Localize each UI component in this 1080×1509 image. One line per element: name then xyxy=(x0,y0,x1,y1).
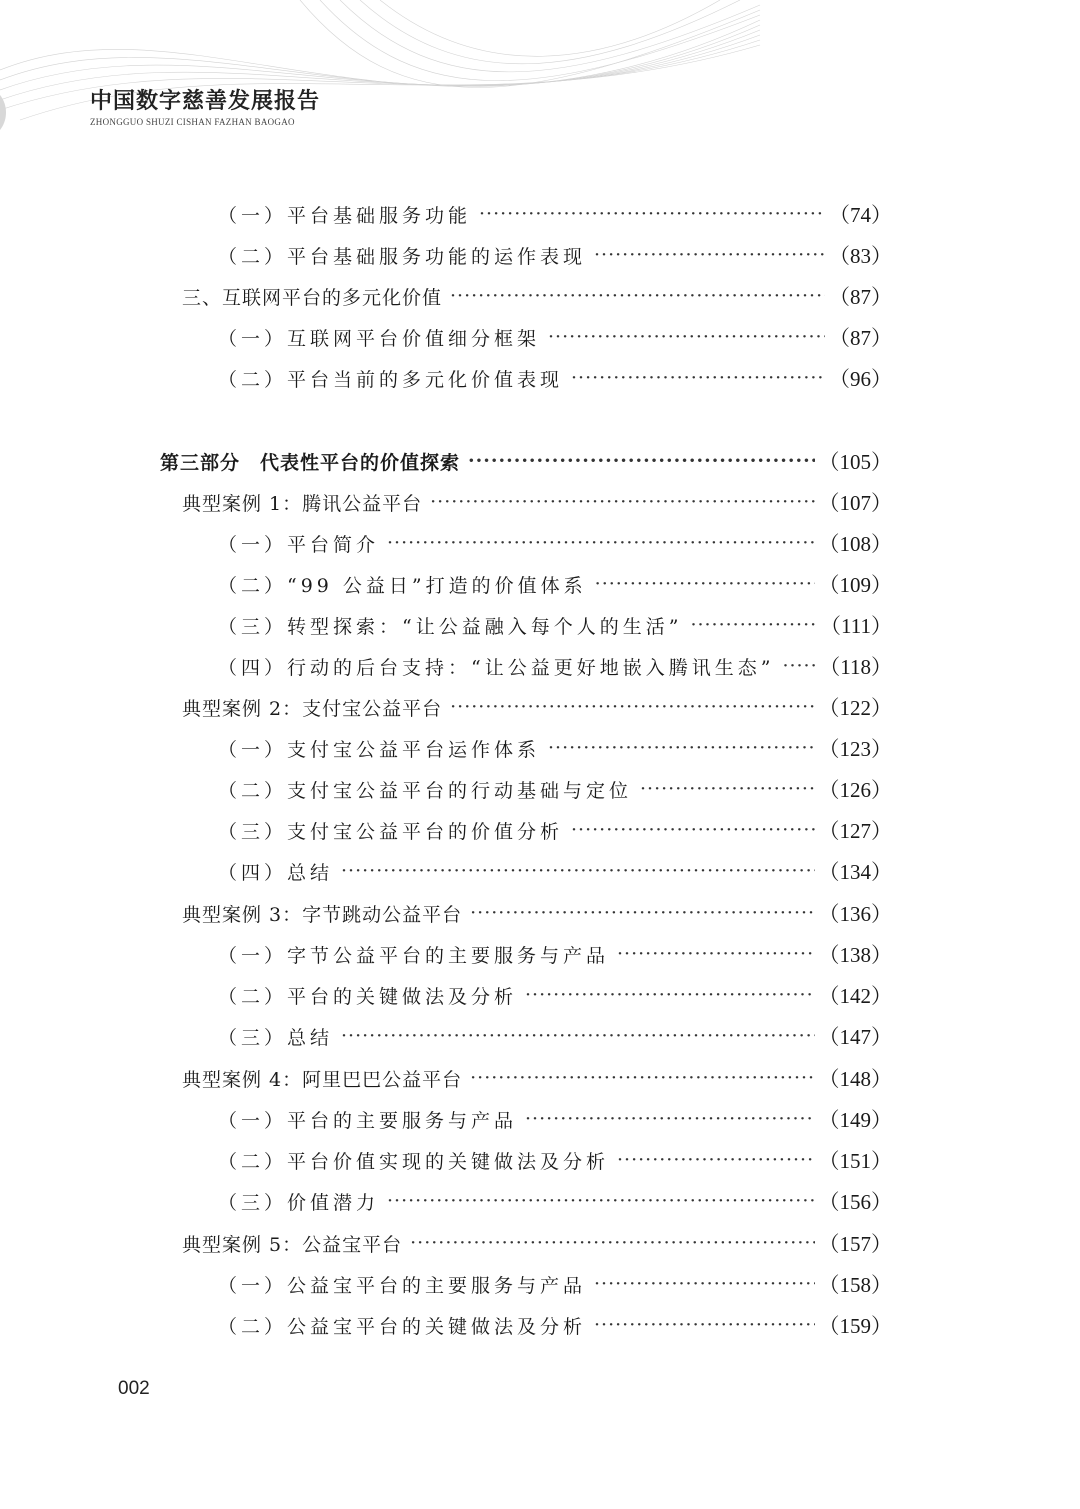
toc-subsection-entry xyxy=(218,939,892,969)
toc-entry-page: （83） xyxy=(829,244,892,268)
toc-entry-page: （105） xyxy=(818,450,892,474)
running-header xyxy=(90,84,320,127)
page-number: 002 xyxy=(118,1378,150,1399)
toc-dot-leader xyxy=(430,487,814,517)
toc-entry-label: （一）平台简介 xyxy=(218,533,380,556)
toc-subsection-entry xyxy=(218,363,892,393)
toc-dot-leader xyxy=(595,569,815,599)
toc-section-entry xyxy=(182,281,892,311)
toc-entry-label: （三）转型探索：“让公益融入每个人的生活” xyxy=(218,615,683,638)
book-title-pinyin: ZHONGGUO SHUZI CISHAN FAZHAN BAOGAO xyxy=(90,117,295,127)
toc-dot-leader xyxy=(548,322,825,352)
toc-dot-leader xyxy=(525,980,814,1010)
toc-entry-page: （74） xyxy=(829,203,892,227)
toc-subsection-entry xyxy=(218,322,892,352)
toc-entry-page: （158） xyxy=(818,1273,892,1297)
toc-section-entry xyxy=(182,1228,892,1258)
toc-entry-label: （二）支付宝公益平台的行动基础与定位 xyxy=(218,779,633,802)
toc-entry-label: 典型案例 1：腾讯公益平台 xyxy=(182,492,423,515)
toc-subsection-entry xyxy=(218,528,892,558)
toc-subsection-entry xyxy=(218,651,892,681)
toc-entry-label: 典型案例 2：支付宝公益平台 xyxy=(182,697,443,720)
toc-entry-label: （一）互联网平台价值细分框架 xyxy=(218,327,541,350)
toc-entry-label: （一）字节公益平台的主要服务与产品 xyxy=(218,944,610,967)
toc-dot-leader xyxy=(341,1021,814,1051)
toc-dot-leader xyxy=(617,939,814,969)
toc-dot-leader xyxy=(450,692,814,722)
toc-subsection-entry xyxy=(218,1145,892,1175)
toc-subsection-entry xyxy=(218,733,892,763)
toc-entry-label: 典型案例 5：公益宝平台 xyxy=(182,1233,403,1256)
toc-entry-label: （二）平台价值实现的关键做法及分析 xyxy=(218,1150,610,1173)
toc-entry-page: （156） xyxy=(818,1190,892,1214)
toc-dot-leader xyxy=(387,1186,814,1216)
toc-dot-leader xyxy=(470,1063,814,1093)
toc-entry-label: （二）公益宝平台的关键做法及分析 xyxy=(218,1315,587,1338)
toc-entry-page: （123） xyxy=(818,737,892,761)
toc-subsection-entry xyxy=(218,774,892,804)
toc-entry-page: （109） xyxy=(818,573,892,597)
toc-subsection-entry xyxy=(218,1269,892,1299)
book-title: 中国数字慈善发展报告 xyxy=(90,89,321,114)
toc-entry-page: （136） xyxy=(818,902,892,926)
toc-dot-leader xyxy=(594,1310,814,1340)
toc-entry-page: （134） xyxy=(818,860,892,884)
toc-entry-page: （142） xyxy=(818,984,892,1008)
toc-subsection-entry xyxy=(218,815,892,845)
toc-section-entry xyxy=(182,487,892,517)
toc-entry-label: （二）平台当前的多元化价值表现 xyxy=(218,368,564,391)
toc-entry-page: （157） xyxy=(818,1232,892,1256)
toc-dot-leader xyxy=(341,856,814,886)
toc-dot-leader xyxy=(468,446,814,476)
toc-entry-page: （108） xyxy=(818,532,892,556)
toc-entry-page: （138） xyxy=(818,943,892,967)
toc-entry-page: （87） xyxy=(829,326,892,350)
toc-subsection-entry xyxy=(218,1310,892,1340)
toc-subsection-entry xyxy=(218,199,892,229)
toc-dot-leader xyxy=(525,1104,814,1134)
toc-entry-label: （一）公益宝平台的主要服务与产品 xyxy=(218,1274,587,1297)
toc-entry-page: （118） xyxy=(819,655,892,679)
toc-entry-page: （127） xyxy=(818,819,892,843)
toc-subsection-entry xyxy=(218,1021,892,1051)
toc-entry-page: （107） xyxy=(818,491,892,515)
toc-subsection-entry xyxy=(218,240,892,270)
toc-entry-page: （96） xyxy=(829,367,892,391)
toc-dot-leader xyxy=(594,1269,814,1299)
toc-dot-leader xyxy=(479,199,825,229)
toc-subsection-entry xyxy=(218,856,892,886)
toc-subsection-entry xyxy=(218,569,892,599)
toc-entry-page: （126） xyxy=(818,778,892,802)
toc-entry-page: （151） xyxy=(818,1149,892,1173)
toc-entry-page: （149） xyxy=(818,1108,892,1132)
toc-subsection-entry xyxy=(218,1104,892,1134)
toc-entry-label: （二）“99 公益日”打造的价值体系 xyxy=(218,574,587,597)
toc-dot-leader xyxy=(690,610,816,640)
toc-subsection-entry xyxy=(218,1186,892,1216)
toc-entry-label: （四）总结 xyxy=(218,861,334,884)
toc-subsection-entry xyxy=(218,610,892,640)
toc-dot-leader xyxy=(450,281,825,311)
toc-entry-label: （三）支付宝公益平台的价值分析 xyxy=(218,820,564,843)
toc-dot-leader xyxy=(571,363,825,393)
toc-entry-label: 三、互联网平台的多元化价值 xyxy=(182,286,443,309)
toc-entry-label: 典型案例 4：阿里巴巴公益平台 xyxy=(182,1068,463,1091)
toc-dot-leader xyxy=(782,651,815,681)
toc-entry-label: 第三部分 代表性平台的价值探索 xyxy=(160,451,461,474)
toc-dot-leader xyxy=(387,528,814,558)
toc-entry-page: （147） xyxy=(818,1025,892,1049)
toc-entry-page: （111） xyxy=(820,614,892,638)
toc-entry-label: （二）平台基础服务功能的运作表现 xyxy=(218,245,587,268)
toc-entry-label: （四）行动的后台支持：“让公益更好地嵌入腾讯生态” xyxy=(218,656,775,679)
toc-entry-page: （159） xyxy=(818,1314,892,1338)
toc-dot-leader xyxy=(571,815,814,845)
toc-dot-leader xyxy=(410,1228,814,1258)
toc-entry-label: （一）支付宝公益平台运作体系 xyxy=(218,738,541,761)
toc-entry-label: （一）平台基础服务功能 xyxy=(218,204,472,227)
toc-entry-page: （148） xyxy=(818,1067,892,1091)
toc-dot-leader xyxy=(640,774,814,804)
toc-entry-page: （87） xyxy=(829,285,892,309)
toc-subsection-entry xyxy=(218,980,892,1010)
toc-section-entry xyxy=(182,1063,892,1093)
toc-dot-leader xyxy=(548,733,814,763)
toc-dot-leader xyxy=(617,1145,814,1175)
toc-part-heading xyxy=(160,446,892,476)
toc-entry-label: （二）平台的关键做法及分析 xyxy=(218,985,518,1008)
toc-entry-label: （一）平台的主要服务与产品 xyxy=(218,1109,518,1132)
toc-dot-leader xyxy=(470,898,814,928)
toc-dot-leader xyxy=(594,240,825,270)
toc-section-entry xyxy=(182,692,892,722)
toc-section-entry xyxy=(182,898,892,928)
toc-entry-label: （三）总结 xyxy=(218,1026,334,1049)
toc-entry-label: 典型案例 3：字节跳动公益平台 xyxy=(182,903,463,926)
toc-entry-page: （122） xyxy=(818,696,892,720)
toc-entry-label: （三）价值潜力 xyxy=(218,1191,380,1214)
